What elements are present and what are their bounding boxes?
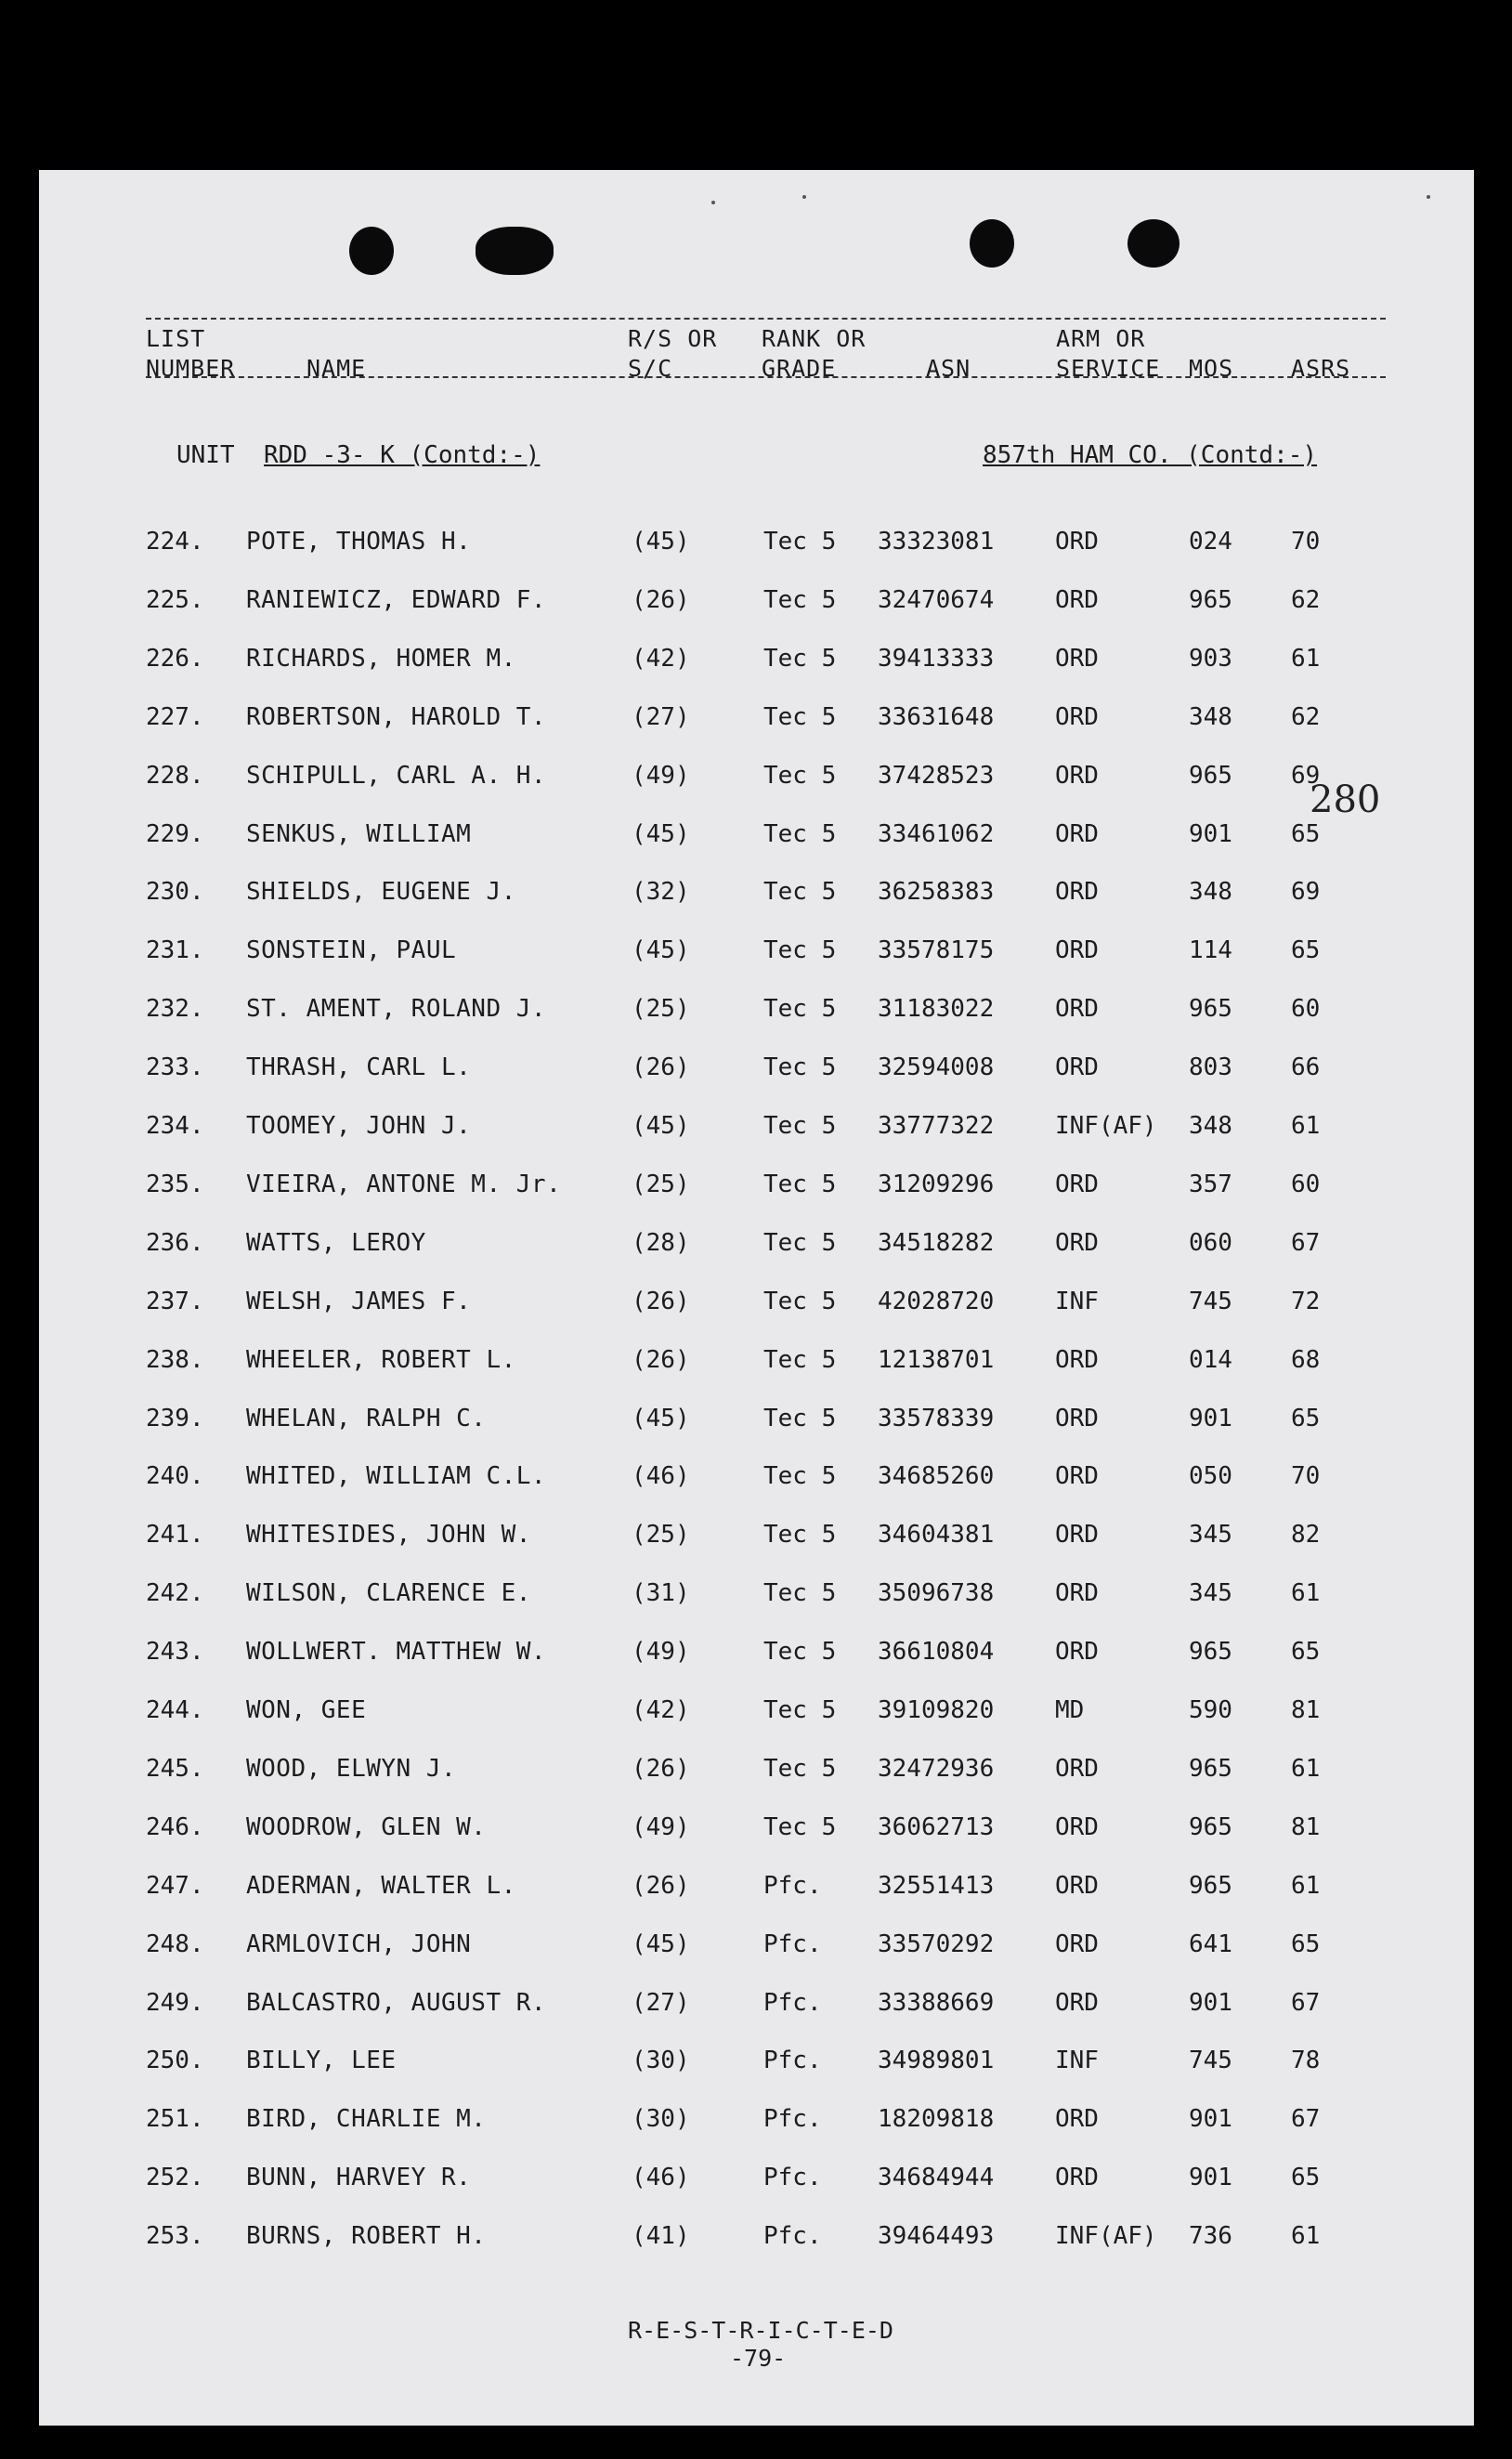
- header-list-number-line2: NUMBER: [146, 355, 236, 382]
- asn: 37428523: [878, 762, 995, 790]
- asn: 31209296: [878, 1171, 995, 1198]
- asrs-score: 81: [1291, 1696, 1321, 1724]
- arm-service: ORD: [1055, 1813, 1099, 1841]
- rank-grade: Tec 5: [763, 1405, 837, 1432]
- asn: 33323081: [878, 528, 995, 556]
- list-number: 238.: [146, 1346, 204, 1374]
- rank-grade: Tec 5: [763, 1053, 837, 1081]
- mos: 901: [1189, 2164, 1232, 2191]
- mos: 965: [1189, 1755, 1232, 1783]
- table-row: [0, 1521, 1512, 1567]
- table-row: [0, 2047, 1512, 2093]
- asrs-score: 60: [1291, 1171, 1321, 1198]
- asn: 34685260: [878, 1462, 995, 1490]
- rs-code: (26): [632, 1755, 690, 1783]
- arm-service: ORD: [1055, 1930, 1099, 1958]
- mos: 965: [1189, 1872, 1232, 1900]
- unit-company: 857th HAM CO. (Contd:-): [983, 441, 1318, 469]
- soldier-name: WHITESIDES, JOHN W.: [246, 1521, 531, 1549]
- mos: 965: [1189, 1813, 1232, 1841]
- arm-service: MD: [1055, 1696, 1085, 1724]
- asrs-score: 61: [1291, 1112, 1321, 1140]
- table-row: [0, 995, 1512, 1041]
- rank-grade: Pfc.: [763, 1930, 822, 1958]
- list-number: 242.: [146, 1579, 204, 1607]
- asn: 32594008: [878, 1053, 995, 1081]
- arm-service: ORD: [1055, 1229, 1099, 1257]
- asrs-score: 62: [1291, 703, 1321, 731]
- rs-code: (30): [632, 2047, 690, 2074]
- asrs-score: 65: [1291, 1638, 1321, 1666]
- rank-grade: Tec 5: [763, 762, 837, 790]
- rs-code: (26): [632, 1872, 690, 1900]
- arm-service: ORD: [1055, 703, 1099, 731]
- asn: 31183022: [878, 995, 995, 1023]
- mos: 050: [1189, 1462, 1232, 1490]
- rs-code: (26): [632, 1346, 690, 1374]
- asn: 33388669: [878, 1989, 995, 2017]
- asrs-score: 68: [1291, 1346, 1321, 1374]
- mos: 736: [1189, 2222, 1232, 2250]
- soldier-name: WATTS, LEROY: [246, 1229, 426, 1257]
- rank-grade: Pfc.: [763, 2222, 822, 2250]
- soldier-name: WOLLWERT. MATTHEW W.: [246, 1638, 547, 1666]
- punch-hole: [476, 227, 554, 275]
- list-number: 225.: [146, 586, 204, 614]
- asrs-score: 69: [1291, 762, 1321, 790]
- arm-service: ORD: [1055, 1171, 1099, 1198]
- arm-service: ORD: [1055, 528, 1099, 556]
- arm-service: ORD: [1055, 1346, 1099, 1374]
- rs-code: (41): [632, 2222, 690, 2250]
- mos: 745: [1189, 1288, 1232, 1315]
- table-row: [0, 1462, 1512, 1509]
- asrs-score: 65: [1291, 936, 1321, 964]
- rank-grade: Tec 5: [763, 528, 837, 556]
- mos: 060: [1189, 1229, 1232, 1257]
- rs-code: (49): [632, 762, 690, 790]
- rs-code: (25): [632, 1171, 690, 1198]
- table-row: [0, 1813, 1512, 1860]
- mos: 965: [1189, 1638, 1232, 1666]
- asn: 33777322: [878, 1112, 995, 1140]
- asrs-score: 61: [1291, 2222, 1321, 2250]
- mos: 345: [1189, 1579, 1232, 1607]
- arm-service: ORD: [1055, 1462, 1099, 1490]
- asn: 32551413: [878, 1872, 995, 1900]
- arm-service: ORD: [1055, 1405, 1099, 1432]
- asn: 34684944: [878, 2164, 995, 2191]
- paper-speck: [802, 195, 806, 199]
- asrs-score: 69: [1291, 878, 1321, 906]
- rs-code: (27): [632, 703, 690, 731]
- mos: 348: [1189, 703, 1232, 731]
- mos: 014: [1189, 1346, 1232, 1374]
- soldier-name: WHELAN, RALPH C.: [246, 1405, 487, 1432]
- asrs-score: 70: [1291, 1462, 1321, 1490]
- rank-grade: Tec 5: [763, 703, 837, 731]
- classification-marking: R-E-S-T-R-I-C-T-E-D: [628, 2317, 893, 2344]
- rs-code: (30): [632, 2105, 690, 2133]
- asrs-score: 67: [1291, 1989, 1321, 2017]
- asrs-score: 82: [1291, 1521, 1321, 1549]
- list-number: 226.: [146, 645, 204, 673]
- asn: 33578339: [878, 1405, 995, 1432]
- asrs-score: 67: [1291, 1229, 1321, 1257]
- list-number: 229.: [146, 820, 204, 848]
- rs-code: (26): [632, 1053, 690, 1081]
- soldier-name: BALCASTRO, AUGUST R.: [246, 1989, 547, 2017]
- table-row: [0, 936, 1512, 983]
- asrs-score: 65: [1291, 1405, 1321, 1432]
- asrs-score: 66: [1291, 1053, 1321, 1081]
- table-row: [0, 645, 1512, 691]
- list-number: 250.: [146, 2047, 204, 2074]
- asn: 32472936: [878, 1755, 995, 1783]
- soldier-name: WHEELER, ROBERT L.: [246, 1346, 516, 1374]
- header-list-number-line1: LIST: [146, 325, 206, 352]
- header-rank-line2: GRADE: [762, 355, 837, 382]
- asrs-score: 61: [1291, 1872, 1321, 1900]
- table-row: [0, 1288, 1512, 1334]
- mos: 903: [1189, 645, 1232, 673]
- rank-grade: Pfc.: [763, 2164, 822, 2191]
- header-asn: ASN: [926, 355, 971, 382]
- soldier-name: ARMLOVICH, JOHN: [246, 1930, 472, 1958]
- rank-grade: Tec 5: [763, 820, 837, 848]
- asn: 12138701: [878, 1346, 995, 1374]
- rank-grade: Pfc.: [763, 1872, 822, 1900]
- table-row: [0, 1696, 1512, 1743]
- header-arm-line1: ARM OR: [1056, 325, 1146, 352]
- list-number: 251.: [146, 2105, 204, 2133]
- soldier-name: SENKUS, WILLIAM: [246, 820, 472, 848]
- list-number: 227.: [146, 703, 204, 731]
- table-row: [0, 703, 1512, 750]
- asrs-score: 61: [1291, 645, 1321, 673]
- rs-code: (45): [632, 936, 690, 964]
- mos: 965: [1189, 995, 1232, 1023]
- table-row: [0, 1112, 1512, 1158]
- soldier-name: WELSH, JAMES F.: [246, 1288, 472, 1315]
- arm-service: ORD: [1055, 586, 1099, 614]
- unit-label: UNIT: [176, 441, 235, 469]
- paper-speck: [711, 201, 715, 204]
- table-row: [0, 1346, 1512, 1393]
- list-number: 245.: [146, 1755, 204, 1783]
- rank-grade: Tec 5: [763, 1579, 837, 1607]
- list-number: 248.: [146, 1930, 204, 1958]
- arm-service: INF: [1055, 1288, 1099, 1315]
- rs-code: (45): [632, 1405, 690, 1432]
- table-row: [0, 586, 1512, 633]
- rank-grade: Tec 5: [763, 1696, 837, 1724]
- mos: 345: [1189, 1521, 1232, 1549]
- list-number: 235.: [146, 1171, 204, 1198]
- table-row: [0, 1755, 1512, 1801]
- asrs-score: 65: [1291, 1930, 1321, 1958]
- list-number: 253.: [146, 2222, 204, 2250]
- list-number: 233.: [146, 1053, 204, 1081]
- list-number: 228.: [146, 762, 204, 790]
- rank-grade: Pfc.: [763, 2047, 822, 2074]
- table-row: [0, 1579, 1512, 1626]
- asn: 32470674: [878, 586, 995, 614]
- asrs-score: 62: [1291, 586, 1321, 614]
- arm-service: ORD: [1055, 1872, 1099, 1900]
- arm-service: ORD: [1055, 1638, 1099, 1666]
- mos: 114: [1189, 936, 1232, 964]
- rank-grade: Tec 5: [763, 1813, 837, 1841]
- mos: 745: [1189, 2047, 1232, 2074]
- asn: 36610804: [878, 1638, 995, 1666]
- mos: 357: [1189, 1171, 1232, 1198]
- soldier-name: WILSON, CLARENCE E.: [246, 1579, 531, 1607]
- list-number: 241.: [146, 1521, 204, 1549]
- header-top-rule: [146, 318, 1386, 320]
- rank-grade: Pfc.: [763, 2105, 822, 2133]
- arm-service: ORD: [1055, 1053, 1099, 1081]
- soldier-name: THRASH, CARL L.: [246, 1053, 472, 1081]
- asrs-score: 70: [1291, 528, 1321, 556]
- rank-grade: Tec 5: [763, 1638, 837, 1666]
- asrs-score: 61: [1291, 1755, 1321, 1783]
- rs-code: (45): [632, 528, 690, 556]
- list-number: 239.: [146, 1405, 204, 1432]
- arm-service: ORD: [1055, 1521, 1099, 1549]
- rank-grade: Tec 5: [763, 936, 837, 964]
- rs-code: (25): [632, 995, 690, 1023]
- asn: 33631648: [878, 703, 995, 731]
- table-row: [0, 878, 1512, 924]
- rs-code: (25): [632, 1521, 690, 1549]
- soldier-name: WON, GEE: [246, 1696, 367, 1724]
- asn: 39109820: [878, 1696, 995, 1724]
- arm-service: INF(AF): [1055, 2222, 1157, 2250]
- rs-code: (42): [632, 645, 690, 673]
- mos: 901: [1189, 1989, 1232, 2017]
- rank-grade: Tec 5: [763, 1755, 837, 1783]
- asn: 36062713: [878, 1813, 995, 1841]
- asn: 18209818: [878, 2105, 995, 2133]
- rank-grade: Tec 5: [763, 1462, 837, 1490]
- table-row: [0, 1989, 1512, 2035]
- arm-service: INF: [1055, 2047, 1099, 2074]
- asrs-score: 65: [1291, 2164, 1321, 2191]
- rs-code: (42): [632, 1696, 690, 1724]
- rs-code: (32): [632, 878, 690, 906]
- punch-hole: [970, 219, 1014, 268]
- asrs-score: 65: [1291, 820, 1321, 848]
- soldier-name: VIEIRA, ANTONE M. Jr.: [246, 1171, 562, 1198]
- rs-code: (31): [632, 1579, 690, 1607]
- table-row: [0, 1171, 1512, 1217]
- header-asrs: ASRS: [1291, 355, 1351, 382]
- table-row: [0, 2164, 1512, 2210]
- list-number: 243.: [146, 1638, 204, 1666]
- rank-grade: Tec 5: [763, 1112, 837, 1140]
- arm-service: ORD: [1055, 1989, 1099, 2017]
- rs-code: (27): [632, 1989, 690, 2017]
- soldier-name: ST. AMENT, ROLAND J.: [246, 995, 547, 1023]
- asrs-score: 78: [1291, 2047, 1321, 2074]
- rank-grade: Tec 5: [763, 1346, 837, 1374]
- arm-service: ORD: [1055, 1579, 1099, 1607]
- mos: 348: [1189, 1112, 1232, 1140]
- table-row: [0, 2222, 1512, 2269]
- list-number: 244.: [146, 1696, 204, 1724]
- asn: 42028720: [878, 1288, 995, 1315]
- mos: 901: [1189, 820, 1232, 848]
- asrs-score: 72: [1291, 1288, 1321, 1315]
- rank-grade: Tec 5: [763, 1521, 837, 1549]
- mos: 965: [1189, 586, 1232, 614]
- asn: 34989801: [878, 2047, 995, 2074]
- punch-hole: [349, 227, 394, 275]
- header-rs-line1: R/S OR: [628, 325, 718, 352]
- list-number: 236.: [146, 1229, 204, 1257]
- asn: 39464493: [878, 2222, 995, 2250]
- soldier-name: BIRD, CHARLIE M.: [246, 2105, 487, 2133]
- asn: 33461062: [878, 820, 995, 848]
- list-number: 237.: [146, 1288, 204, 1315]
- soldier-name: BUNN, HARVEY R.: [246, 2164, 472, 2191]
- arm-service: ORD: [1055, 2164, 1099, 2191]
- list-number: 252.: [146, 2164, 204, 2191]
- list-number: 232.: [146, 995, 204, 1023]
- soldier-name: WOODROW, GLEN W.: [246, 1813, 487, 1841]
- list-number: 246.: [146, 1813, 204, 1841]
- table-row: [0, 1405, 1512, 1451]
- header-rs-line2: S/C: [628, 355, 673, 382]
- soldier-name: RANIEWICZ, EDWARD F.: [246, 586, 547, 614]
- soldier-name: SONSTEIN, PAUL: [246, 936, 457, 964]
- asrs-score: 60: [1291, 995, 1321, 1023]
- mos: 641: [1189, 1930, 1232, 1958]
- rs-code: (45): [632, 820, 690, 848]
- header-mos: MOS: [1189, 355, 1234, 382]
- list-number: 230.: [146, 878, 204, 906]
- asn: 34518282: [878, 1229, 995, 1257]
- rank-grade: Pfc.: [763, 1989, 822, 2017]
- arm-service: ORD: [1055, 820, 1099, 848]
- list-number: 247.: [146, 1872, 204, 1900]
- soldier-name: BURNS, ROBERT H.: [246, 2222, 487, 2250]
- soldier-name: SHIELDS, EUGENE J.: [246, 878, 516, 906]
- list-number: 231.: [146, 936, 204, 964]
- asrs-score: 67: [1291, 2105, 1321, 2133]
- table-row: [0, 820, 1512, 867]
- asn: 33578175: [878, 936, 995, 964]
- list-number: 224.: [146, 528, 204, 556]
- arm-service: ORD: [1055, 936, 1099, 964]
- table-row: [0, 1229, 1512, 1275]
- rs-code: (26): [632, 1288, 690, 1315]
- header-name: NAME: [306, 355, 367, 382]
- mos: 590: [1189, 1696, 1232, 1724]
- soldier-name: ADERMAN, WALTER L.: [246, 1872, 516, 1900]
- rs-code: (46): [632, 1462, 690, 1490]
- soldier-name: SCHIPULL, CARL A. H.: [246, 762, 547, 790]
- unit-designation: RDD -3- K (Contd:-): [264, 441, 541, 469]
- paper-speck: [1427, 195, 1430, 199]
- table-row: [0, 762, 1512, 808]
- mos: 901: [1189, 1405, 1232, 1432]
- rank-grade: Tec 5: [763, 1171, 837, 1198]
- rank-grade: Tec 5: [763, 995, 837, 1023]
- arm-service: ORD: [1055, 762, 1099, 790]
- punch-hole: [1127, 219, 1180, 268]
- header-arm-line2: SERVICE: [1056, 355, 1161, 382]
- soldier-name: ROBERTSON, HAROLD T.: [246, 703, 547, 731]
- asn: 39413333: [878, 645, 995, 673]
- rank-grade: Tec 5: [763, 878, 837, 906]
- arm-service: ORD: [1055, 995, 1099, 1023]
- table-row: [0, 1638, 1512, 1684]
- table-row: [0, 2105, 1512, 2152]
- arm-service: ORD: [1055, 2105, 1099, 2133]
- rs-code: (49): [632, 1813, 690, 1841]
- page-number: -79-: [730, 2345, 787, 2372]
- mos: 024: [1189, 528, 1232, 556]
- rs-code: (49): [632, 1638, 690, 1666]
- rs-code: (26): [632, 586, 690, 614]
- mos: 901: [1189, 2105, 1232, 2133]
- soldier-name: RICHARDS, HOMER M.: [246, 645, 516, 673]
- rank-grade: Tec 5: [763, 1288, 837, 1315]
- asrs-score: 81: [1291, 1813, 1321, 1841]
- soldier-name: BILLY, LEE: [246, 2047, 397, 2074]
- page-stamp-number: 280: [1310, 778, 1381, 821]
- rank-grade: Tec 5: [763, 586, 837, 614]
- soldier-name: TOOMEY, JOHN J.: [246, 1112, 472, 1140]
- arm-service: INF(AF): [1055, 1112, 1157, 1140]
- soldier-name: POTE, THOMAS H.: [246, 528, 472, 556]
- mos: 348: [1189, 878, 1232, 906]
- asrs-score: 61: [1291, 1579, 1321, 1607]
- rs-code: (45): [632, 1930, 690, 1958]
- list-number: 249.: [146, 1989, 204, 2017]
- table-row: [0, 528, 1512, 574]
- arm-service: ORD: [1055, 645, 1099, 673]
- table-row: [0, 1930, 1512, 1977]
- rs-code: (45): [632, 1112, 690, 1140]
- soldier-name: WHITED, WILLIAM C.L.: [246, 1462, 547, 1490]
- arm-service: ORD: [1055, 878, 1099, 906]
- table-row: [0, 1053, 1512, 1100]
- list-number: 234.: [146, 1112, 204, 1140]
- rank-grade: Tec 5: [763, 1229, 837, 1257]
- list-number: 240.: [146, 1462, 204, 1490]
- table-row: [0, 1872, 1512, 1918]
- rs-code: (28): [632, 1229, 690, 1257]
- mos: 803: [1189, 1053, 1232, 1081]
- asn: 35096738: [878, 1579, 995, 1607]
- mos: 965: [1189, 762, 1232, 790]
- rs-code: (46): [632, 2164, 690, 2191]
- asn: 33570292: [878, 1930, 995, 1958]
- asn: 34604381: [878, 1521, 995, 1549]
- rank-grade: Tec 5: [763, 645, 837, 673]
- header-rank-line1: RANK OR: [762, 325, 867, 352]
- arm-service: ORD: [1055, 1755, 1099, 1783]
- asn: 36258383: [878, 878, 995, 906]
- soldier-name: WOOD, ELWYN J.: [246, 1755, 457, 1783]
